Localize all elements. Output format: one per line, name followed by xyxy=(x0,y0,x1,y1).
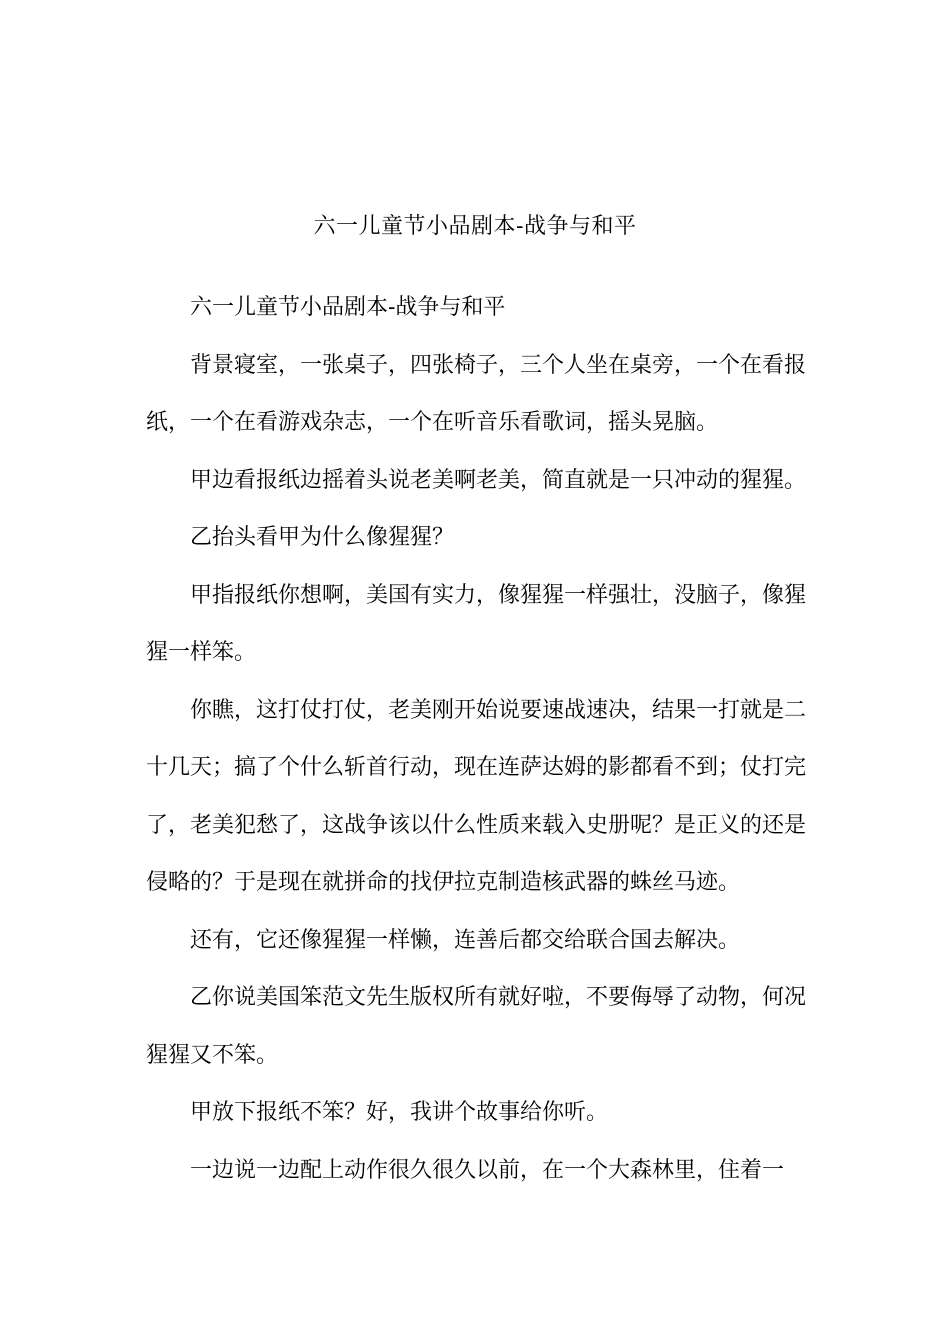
paragraph: 你瞧，这打仗打仗，老美刚开始说要速战速决，结果一打就是二十几天；搞了个什么斩首行动，现在连萨达姆的影都看不到；仗打完了，老美犯愁了，这战争该以什么性质来载入史册呢？是正义的还是侵略的？于是现在就拼命的找伊拉克制造核武器的蛛丝马迹。 xyxy=(146,697,807,895)
paragraph: 六一儿童节小品剧本-战争与和平 xyxy=(190,295,506,320)
paragraph: 乙你说美国笨范文先生版权所有就好啦，不要侮辱了动物，何况猩猩又不笨。 xyxy=(146,985,807,1068)
paragraph: 一边说一边配上动作很久很久以前，在一个大森林里，住着一 xyxy=(190,1157,785,1183)
paragraph: 甲指报纸你想啊，美国有实力，像猩猩一样强壮，没脑子，像猩猩一样笨。 xyxy=(146,582,807,665)
paragraph: 还有，它还像猩猩一样懒，连善后都交给联合国去解决。 xyxy=(190,927,741,953)
paragraph: 甲边看报纸边摇着头说老美啊老美，简直就是一只冲动的猩猩。 xyxy=(190,467,807,493)
paragraph: 背景寝室，一张桌子，四张椅子，三个人坐在桌旁，一个在看报纸，一个在看游戏杂志，一个在听音乐看歌词，摇头晃脑。 xyxy=(146,352,807,435)
page-title: 六一儿童节小品剧本-战争与和平 xyxy=(313,214,637,239)
paragraph: 乙抬头看甲为什么像猩猩？ xyxy=(190,525,455,550)
document-body xyxy=(146,279,806,1199)
paragraph: 甲放下报纸不笨？好，我讲个故事给你听。 xyxy=(190,1100,609,1125)
